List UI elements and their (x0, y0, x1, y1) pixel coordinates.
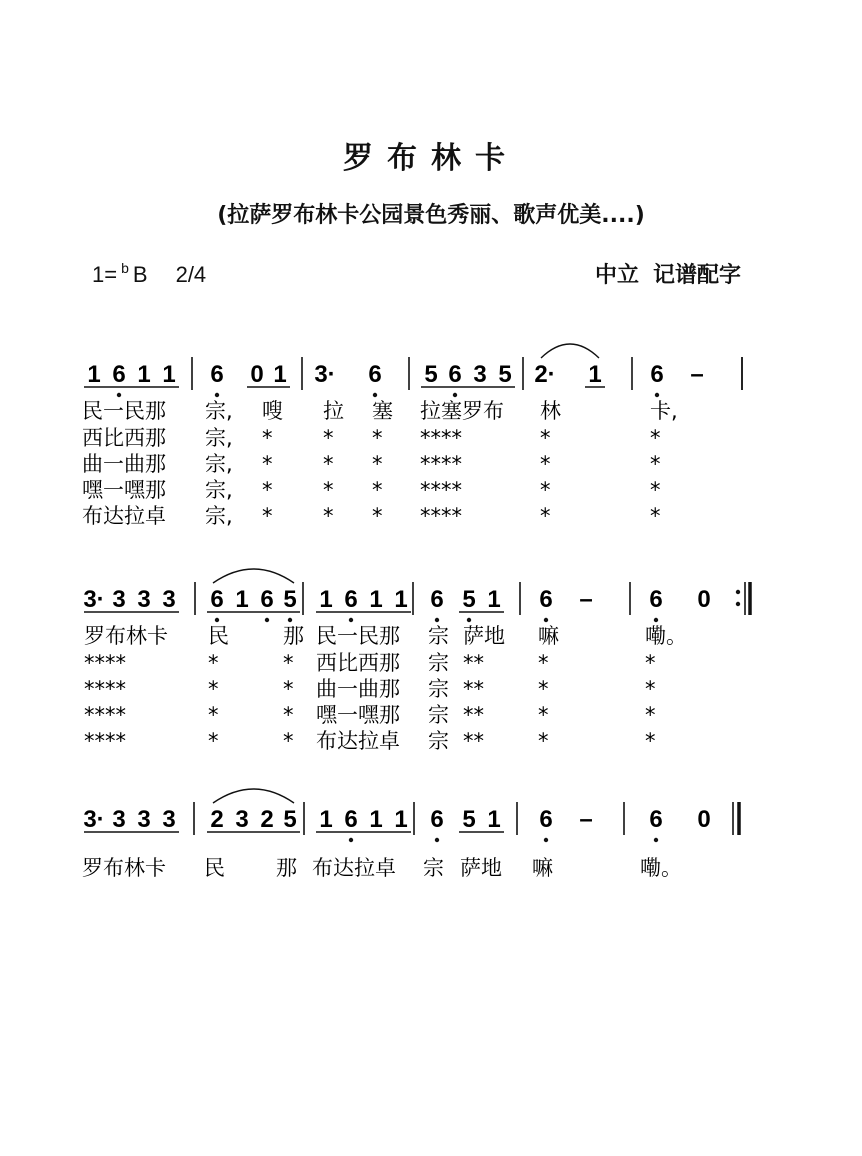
octave-dot-below (654, 618, 658, 622)
jianpu-note: 3 (162, 806, 176, 833)
flat-sign: b (121, 260, 129, 276)
octave-dot-below (544, 618, 548, 622)
jianpu-note: 5 (424, 361, 438, 388)
jianpu-note: 6 (112, 361, 126, 388)
lyric-text: * (208, 729, 219, 753)
lyric-text: * (208, 703, 219, 727)
jianpu-note: 3 (137, 806, 151, 833)
jianpu-note: 6 (368, 361, 382, 388)
time-signature: 2/4 (175, 262, 207, 287)
lyric-text: **** (420, 426, 462, 450)
jianpu-note: 1 (87, 361, 101, 388)
jianpu-note: 3 (473, 361, 487, 388)
key-note: B (132, 262, 148, 287)
lyric-text: * (323, 478, 334, 502)
jianpu-note: 1 (369, 806, 383, 833)
lyric-text: 民 (208, 624, 229, 648)
lyric-text: * (323, 426, 334, 450)
octave-dot-below (655, 393, 659, 397)
lyric-text: 宗 (428, 703, 449, 727)
lyric-text: * (208, 677, 219, 701)
repeat-dot (736, 602, 740, 606)
jianpu-note: 1 (273, 361, 287, 388)
lyric-text: 林 (540, 399, 561, 423)
jianpu-note: 1 (487, 586, 501, 613)
lyric-text: * (650, 452, 661, 476)
octave-dot-below (349, 618, 353, 622)
lyric-text: 宗, (205, 399, 233, 423)
jianpu-note: 6 (430, 586, 444, 613)
lyric-text: * (372, 478, 383, 502)
lyric-text: 布达拉卓 (312, 856, 396, 880)
lyric-text: * (540, 426, 551, 450)
octave-dot-below (117, 393, 121, 397)
lyric-text: * (540, 478, 551, 502)
lyric-text: * (323, 504, 334, 528)
octave-dot-below (435, 618, 439, 622)
lyric-text: * (650, 478, 661, 502)
lyric-text: * (283, 729, 294, 753)
jianpu-note: 0 (697, 806, 711, 833)
jianpu-note: 3 (137, 586, 151, 613)
octave-dot-below (215, 393, 219, 397)
lyric-text: * (645, 677, 656, 701)
jianpu-note: 6 (344, 806, 358, 833)
credit-role: 记谱配字 (653, 263, 742, 288)
jianpu-note: 6 (539, 806, 553, 833)
jianpu-note: 5 (283, 806, 297, 833)
lyric-text: ** (463, 729, 484, 753)
lyric-text: 拉 (323, 399, 344, 423)
lyric-text: * (538, 651, 549, 675)
lyric-text: 西比西那 (82, 426, 166, 450)
jianpu-note: 6 (448, 361, 462, 388)
jianpu-note: 0 (697, 586, 711, 613)
lyric-text: * (372, 426, 383, 450)
lyric-text: * (538, 703, 549, 727)
lyric-text: * (323, 452, 334, 476)
octave-dot-below (435, 838, 439, 842)
lyric-text: * (540, 504, 551, 528)
lyric-text: ** (463, 703, 484, 727)
slur (541, 344, 599, 358)
lyric-text: 宗, (205, 452, 233, 476)
lyric-text: * (650, 426, 661, 450)
jianpu-note: 0 (250, 361, 264, 388)
lyric-text: 那 (276, 856, 297, 880)
lyric-text: 宗 (428, 651, 449, 675)
lyric-text: * (372, 504, 383, 528)
lyric-text: 宗, (205, 478, 233, 502)
jianpu-note: 2· (534, 361, 556, 388)
lyric-text: * (540, 452, 551, 476)
dash-note: – (690, 361, 704, 388)
lyric-text: * (283, 703, 294, 727)
jianpu-note: 2 (210, 806, 224, 833)
slur (213, 789, 294, 803)
jianpu-note: 6 (649, 586, 663, 613)
lyric-text: **** (84, 703, 126, 727)
lyric-text: 布达拉卓 (316, 729, 400, 753)
lyric-text: * (645, 729, 656, 753)
octave-dot-below (544, 838, 548, 842)
lyric-text: * (538, 729, 549, 753)
jianpu-note: 5 (283, 586, 297, 613)
lyric-text: * (372, 452, 383, 476)
jianpu-note: 6 (430, 806, 444, 833)
octave-dot-below (265, 618, 269, 622)
lyric-text: 拉塞罗布 (420, 399, 504, 423)
lyric-text: 那 (283, 624, 304, 648)
octave-dot-below (349, 838, 353, 842)
lyric-text: 萨地 (463, 624, 505, 648)
lyric-text: * (262, 504, 273, 528)
lyric-text: 嘞。 (645, 624, 687, 648)
octave-dot-below (373, 393, 377, 397)
lyric-text: 宗, (205, 426, 233, 450)
jianpu-note: 1 (319, 806, 333, 833)
jianpu-note: 1 (319, 586, 333, 613)
lyric-text: * (283, 651, 294, 675)
jianpu-note: 1 (487, 806, 501, 833)
jianpu-note: 6 (650, 361, 664, 388)
jianpu-note: 5 (462, 586, 476, 613)
jianpu-note: 3 (235, 806, 249, 833)
octave-dot-below (467, 618, 471, 622)
jianpu-note: 3 (112, 806, 126, 833)
lyric-text: 布达拉卓 (82, 504, 166, 528)
lyric-text: 嘛 (532, 856, 553, 880)
jianpu-note: 5 (462, 806, 476, 833)
lyric-text: 塞 (372, 399, 393, 423)
lyric-text: ** (463, 677, 484, 701)
jianpu-note: 3· (314, 361, 336, 388)
lyric-text: * (283, 677, 294, 701)
lyric-text: * (645, 703, 656, 727)
lyric-text: * (538, 677, 549, 701)
lyric-text: **** (84, 729, 126, 753)
jianpu-note: 2 (260, 806, 274, 833)
lyric-text: 宗 (428, 624, 449, 648)
lyric-text: 萨地 (460, 856, 502, 880)
octave-dot-below (654, 838, 658, 842)
lyric-text: 嘿一嘿那 (82, 478, 166, 502)
lyric-text: 宗 (428, 677, 449, 701)
jianpu-note: 1 (369, 586, 383, 613)
lyric-text: 嘿一嘿那 (316, 703, 400, 727)
lyric-text: 卡, (650, 399, 678, 423)
lyric-text: 民 (204, 856, 225, 880)
lyric-text: 民一民那 (316, 624, 400, 648)
jianpu-note: 6 (344, 586, 358, 613)
jianpu-note: 6 (210, 361, 224, 388)
jianpu-note: 1 (394, 806, 408, 833)
octave-dot-below (453, 393, 457, 397)
lyric-text: 曲一曲那 (82, 452, 166, 476)
lyric-text: 曲一曲那 (316, 677, 400, 701)
jianpu-note: 1 (394, 586, 408, 613)
jianpu-note: 3· (83, 806, 105, 833)
lyric-text: 宗 (428, 729, 449, 753)
jianpu-note: 6 (649, 806, 663, 833)
octave-dot-below (288, 618, 292, 622)
lyric-text: 西比西那 (316, 651, 400, 675)
lyric-text: * (262, 452, 273, 476)
lyric-text: 嘞。 (640, 856, 682, 880)
jianpu-note: 3· (83, 586, 105, 613)
jianpu-note: 6 (210, 586, 224, 613)
dash-note: – (579, 586, 593, 613)
lyric-text: * (650, 504, 661, 528)
jianpu-note: 1 (235, 586, 249, 613)
lyric-text: **** (84, 677, 126, 701)
jianpu-note: 1 (588, 361, 602, 388)
jianpu-note: 1 (137, 361, 151, 388)
jianpu-note: 3 (112, 586, 126, 613)
lyric-text: 嗖 (262, 399, 283, 423)
credit-author: 中立 (595, 263, 640, 288)
lyric-text: **** (420, 504, 462, 528)
jianpu-note: 6 (539, 586, 553, 613)
slur (213, 569, 294, 583)
dash-note: – (579, 806, 593, 833)
jianpu-note: 5 (498, 361, 512, 388)
lyric-text: * (645, 651, 656, 675)
lyric-text: * (262, 478, 273, 502)
song-title: 罗布林卡 (343, 141, 519, 176)
lyric-text: * (262, 426, 273, 450)
lyric-text: * (208, 651, 219, 675)
repeat-dot (736, 590, 740, 594)
key-prefix: 1= (92, 262, 118, 287)
jianpu-note: 1 (162, 361, 176, 388)
lyric-text: 民一民那 (82, 399, 166, 423)
lyric-text: **** (420, 478, 462, 502)
lyric-text: ** (463, 651, 484, 675)
lyric-text: 宗, (205, 504, 233, 528)
jianpu-note: 3 (162, 586, 176, 613)
lyric-text: 嘛 (538, 624, 559, 648)
lyric-text: **** (420, 452, 462, 476)
lyric-text: 宗 (423, 856, 444, 880)
jianpu-note: 6 (260, 586, 274, 613)
song-subtitle: (拉萨罗布林卡公园景色秀丽、歌声优美....) (217, 203, 645, 228)
lyric-text: **** (84, 651, 126, 675)
octave-dot-below (215, 618, 219, 622)
lyric-text: 罗布林卡 (84, 624, 168, 648)
lyric-text: 罗布林卡 (82, 856, 166, 880)
